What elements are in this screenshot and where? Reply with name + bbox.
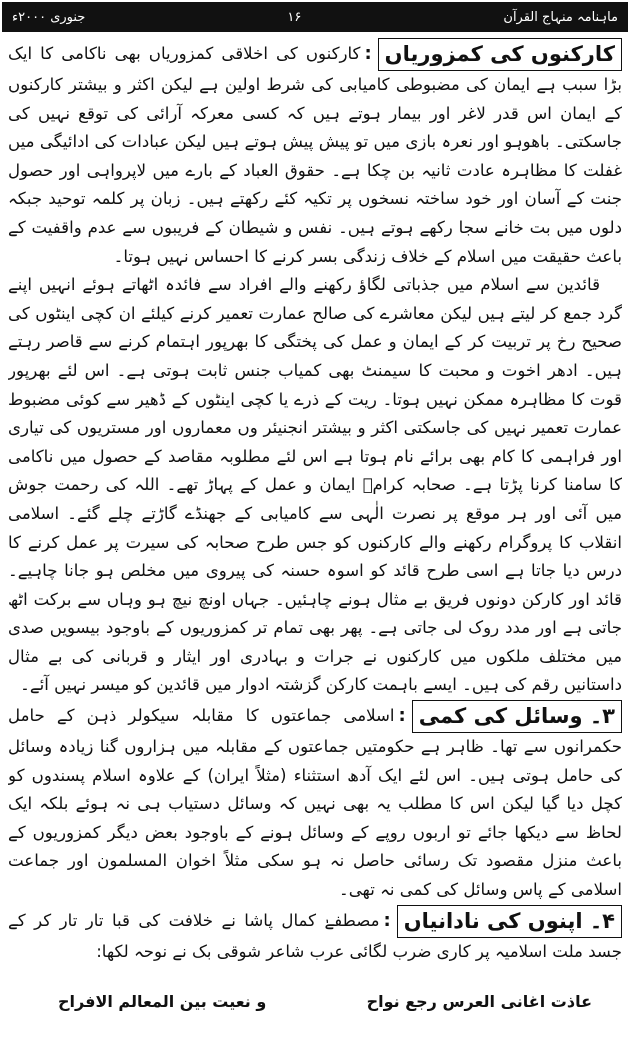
section-title-follies-of-own: ۴۔ اپنوں کی نادانیاں	[397, 905, 622, 938]
section-title-colon: :	[383, 909, 391, 931]
section-title-lack-of-resources: ۳۔ وسائل کی کمی	[412, 700, 622, 733]
magazine-title: ماہنامہ منہاج القرآن	[503, 9, 618, 25]
page-header	[2, 2, 628, 32]
article-body	[8, 38, 622, 1044]
section-title-colon: :	[364, 43, 372, 64]
couplet-second-hemistich: و نعیت بین المعالم الافراح	[58, 992, 267, 1012]
section-title-colon: :	[398, 705, 406, 727]
section-3-paragraph-1	[8, 905, 622, 967]
section-2-paragraph-1-text: اسلامی جماعتوں کا مقابلہ سیکولر ذہن کے حامل حکمرانوں سے تھا۔ ظاہر ہے حکومتیں جماعتوں کے مقابلہ میں ہزاروں گنا زیادہ وسائل کی حامل ہوتی ہیں۔ اس لئے ایک آدھ استثناء (مثلاً ایران) کے علاوہ اسلام پسندوں کو کچل دیا گیا لیکن اس کا مطلب یہ بھی نہیں کہ وسائل دستیاب ہی نہ ہوئے بلکہ ایک لحاظ سے دیکھا جائے تو اربوں روپے کے وسائل ہونے کے باوجود بعض دیگر کمزوریوں کے باعث منزل مقصود تک رسائی حاصل نہ ہو سکی مثلاً اخوان المسلمون اور جماعت اسلامی کے پاس وسائل کی کمی نہ تھی۔	[8, 706, 622, 900]
section-1-paragraph-1-text: کارکنوں کی اخلاقی کمزوریاں بھی ناکامی کا ایک بڑا سبب ہے ایمان کی مضبوطی کامیابی کی شرط اولین ہے لیکن اکثر و بیشتر کارکنوں کے ایمان اس قدر لاغر اور بیمار ہوتے ہیں کہ کسی معرکہ آرائی کی توقع نہیں کی جاسکتی۔ باھوہو اور نعرہ بازی میں تو پیش پیش ہوتے ہیں لیکن عبادات کی ادائیگی میں غفلت کا مظاہرہ عادت ثانیہ بن چکا ہے۔ حقوق العباد کے بارے میں لاپرواہی اور حصول جنت کے آسان اور خود ساختہ نسخوں پر تکیہ کئے رکھتے ہیں۔ زبان پر کلمہ توحید جبکہ دلوں میں بت خانے سجا رکھے ہوتے ہیں۔ نفس و شیطان کے فریبوں سے عدم واقفیت کے باعث حقیقت میں اسلام کے خلاف زندگی بسر کرنے کا احساس نہیں ہوتا۔	[8, 44, 622, 266]
couplet-first-hemistich: عاذت اغانی العرس رجع نواح	[366, 992, 592, 1012]
section-1-paragraph-1	[8, 38, 622, 271]
arabic-couplet	[8, 988, 622, 1017]
page-number: ۱۶	[287, 9, 302, 25]
section-2-paragraph-1	[8, 700, 622, 905]
section-title-worker-weaknesses: کارکنوں کی کمزوریاں	[378, 38, 622, 71]
section-3-paragraph-1-text: مصطفےٰ کمال پاشا نے خلافت کی قبا تار تار کر کے جسد ملت اسلامیہ پر کاری ضرب لگائی عرب شاعر شوقی بک نے نوحہ لکھا:	[8, 910, 622, 961]
issue-date: جنوری ۲۰۰۰ء	[12, 9, 86, 25]
section-1-paragraph-2: قائدین سے اسلام میں جذباتی لگاؤ رکھنے والے افراد سے فائدہ اٹھاتے ہوئے انہیں اپنے گرد جمع کر لیتے ہیں لیکن معاشرے کی صالح عمارت تعمیر کرنے کیلئے ان کچی اینٹوں کی صحیح رخ پر تربیت کر کے ایمان و عمل کی پختگی کا بھرپور اہتمام کرنے سے قاصر رہتے ہیں۔ ادھر اخوت و محبت کا سیمنٹ بھی کمیاب جنس ثابت ہوتی ہے۔ اس لئے بھرپور قوت کا مظاہرہ ممکن نہیں ہوتا۔ ریت کے ذرے یا کچی اینٹوں کے ڈھیر سے کوئی مضبوط عمارت تعمیر نہیں کی جاسکتی اکثر و بیشتر انجنیئر وں معماروں اور مستریوں کی تیاری اور فراہمی کا کام بھی برائے نام ہوتا ہے اس لئے مطلوبہ مقاصد کے حصول میں ناکامی کا سامنا کرنا پڑتا ہے۔ صحابہ کرامؓ ایمان و عمل کے پہاڑ تھے۔ اللہ کی رحمت جوش میں آئی اور ہر موقع پر نصرت الٰہی سے کامیابی کے جھنڈے گاڑتے چلے گئے۔ اسلامی انقلاب کا پروگرام رکھنے والے کارکنوں کو جس طرح صحابہ کی سیرت پر عمل کرنے کا درس دیا جاتا ہے اسی طرح قائد کو اسوہ حسنہ کی پیروی میں مخلص ہو جانا چاہیے۔ قائد اور کارکن دونوں فریق بے مثال ہونے چاہئیں۔ جہاں اونچ نیچ ہو وہاں سے برکت اٹھ جاتی ہے اور مدد روک لی جاتی ہے۔ پھر بھی تمام تر کمزوریوں کے باوجود بیسویں صدی میں مختلف ملکوں میں کارکنوں نے جرات و بہادری اور ایثار و قربانی کی بے مثال داستانیں رقم کی ہیں۔ ایسے باہمت کارکن گزشتہ ادوار میں قائدین کو میسر نہیں آئے۔	[8, 275, 622, 695]
